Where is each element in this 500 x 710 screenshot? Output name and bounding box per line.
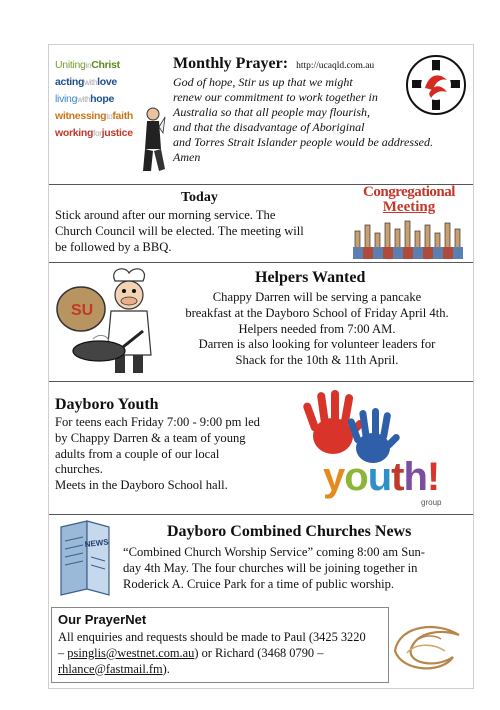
- newspaper-reader-icon: [57, 517, 111, 599]
- youth-title: Dayboro Youth: [55, 396, 159, 413]
- mission-line: actingwithlove: [55, 76, 117, 88]
- pan-label: SU: [71, 302, 94, 319]
- dayboro-youth-section: [49, 382, 473, 514]
- email-link-paul[interactable]: psinglis@westnet.com.au: [67, 645, 195, 660]
- news-line: day 4th May. The four churches will be joining together in: [123, 560, 418, 575]
- helpers-text: [161, 290, 473, 369]
- today-line: be followed by a BBQ.: [55, 239, 172, 254]
- meeting-logo-line2: Meeting: [382, 199, 436, 215]
- prayernet-text: [58, 630, 388, 677]
- prayernet-line: rhlance@fastmail.fm).: [58, 661, 170, 676]
- email-link-richard[interactable]: rhlance@fastmail.fm: [58, 661, 163, 676]
- news-text: [123, 545, 473, 592]
- paper-label: NEWS: [84, 537, 110, 549]
- prayer-title: Monthly Prayer:: [173, 55, 289, 72]
- youth-line: by Chappy Darren & a team of young: [55, 430, 246, 445]
- prayer-line: renew our commitment to work together in: [173, 90, 378, 104]
- mission-line: livingwithhope: [55, 93, 115, 105]
- newsletter-page: [48, 44, 474, 689]
- raised-hands-icon: [351, 217, 467, 259]
- news-line: “Combined Church Worship Service” coming 8:00 am Sun-: [123, 545, 426, 559]
- youth-group-logo: [323, 454, 463, 510]
- prayernet-title: Our PrayerNet: [58, 612, 147, 627]
- helpers-title: Helpers Wanted: [255, 269, 366, 286]
- prayer-line: and Torres Strait Islander people would be addressed.: [173, 135, 433, 149]
- prayer-line: Australia so that all people may flourish,: [173, 105, 370, 119]
- mission-line: UnitinginChrist: [55, 59, 120, 71]
- prayer-line: Amen: [173, 150, 201, 164]
- helpers-line: Shack for the 10th & 11th April.: [235, 353, 399, 368]
- helpers-line: breakfast at the Dayboro School of Friday April 4th.: [185, 305, 449, 320]
- prayer-hands-swirl-icon: [389, 615, 469, 675]
- youth-line: adults from a couple of our local: [55, 446, 220, 461]
- prayernet-line: All enquiries and requests should be made to Paul (3425 3220: [58, 630, 366, 644]
- monthly-prayer-section: [49, 45, 473, 184]
- mission-line: witnessingtofaith: [55, 110, 134, 122]
- news-line: Roderick A. Cruice Park for a time of public worship.: [123, 576, 395, 591]
- today-title: Today: [181, 190, 218, 205]
- youth-logo-text: youth!: [323, 455, 440, 499]
- prayer-line: God of hope, Stir us up that we might: [173, 75, 353, 89]
- uniting-church-logo-icon: [405, 54, 467, 116]
- today-line: Stick around after our morning service. The: [55, 208, 276, 222]
- helpers-line: Chappy Darren will be serving a pancake: [212, 290, 422, 304]
- prayernet-box: [51, 607, 389, 683]
- mission-line: workingforjustice: [55, 127, 133, 139]
- prayernet-line: – psinglis@westnet.com.au) or Richard (3468 0790 –: [58, 645, 324, 660]
- today-text: [55, 208, 355, 255]
- prayer-line: and that the disadvantage of Aboriginal: [173, 120, 365, 134]
- youth-line: churches.: [55, 462, 103, 477]
- helpers-wanted-section: [49, 263, 473, 381]
- praying-figure-icon: [137, 105, 167, 175]
- youth-text: [55, 415, 295, 494]
- helpers-line: Darren is also looking for volunteer leaders for: [198, 337, 436, 352]
- congregational-meeting-logo: [351, 185, 467, 259]
- youth-line: For teens each Friday 7:00 - 9:00 pm led: [55, 415, 260, 429]
- chef-pancake-cartoon-icon: [53, 265, 159, 377]
- prayer-header: [173, 55, 395, 73]
- combined-churches-news-section: [49, 515, 473, 607]
- youth-line: Meets in the Dayboro School hall.: [55, 478, 228, 493]
- uniting-church-mission-words: [55, 57, 134, 142]
- today-section: [49, 185, 473, 262]
- helpers-line: Helpers needed from 7:00 AM.: [238, 321, 396, 336]
- prayer-url[interactable]: http://ucaqld.com.au: [296, 61, 375, 71]
- today-line: Church Council will be elected. The meeting will: [55, 223, 304, 238]
- youth-logo-sub: group: [421, 498, 442, 507]
- meeting-logo-line1: Congregational: [363, 184, 455, 200]
- news-title: Dayboro Combined Churches News: [167, 523, 412, 540]
